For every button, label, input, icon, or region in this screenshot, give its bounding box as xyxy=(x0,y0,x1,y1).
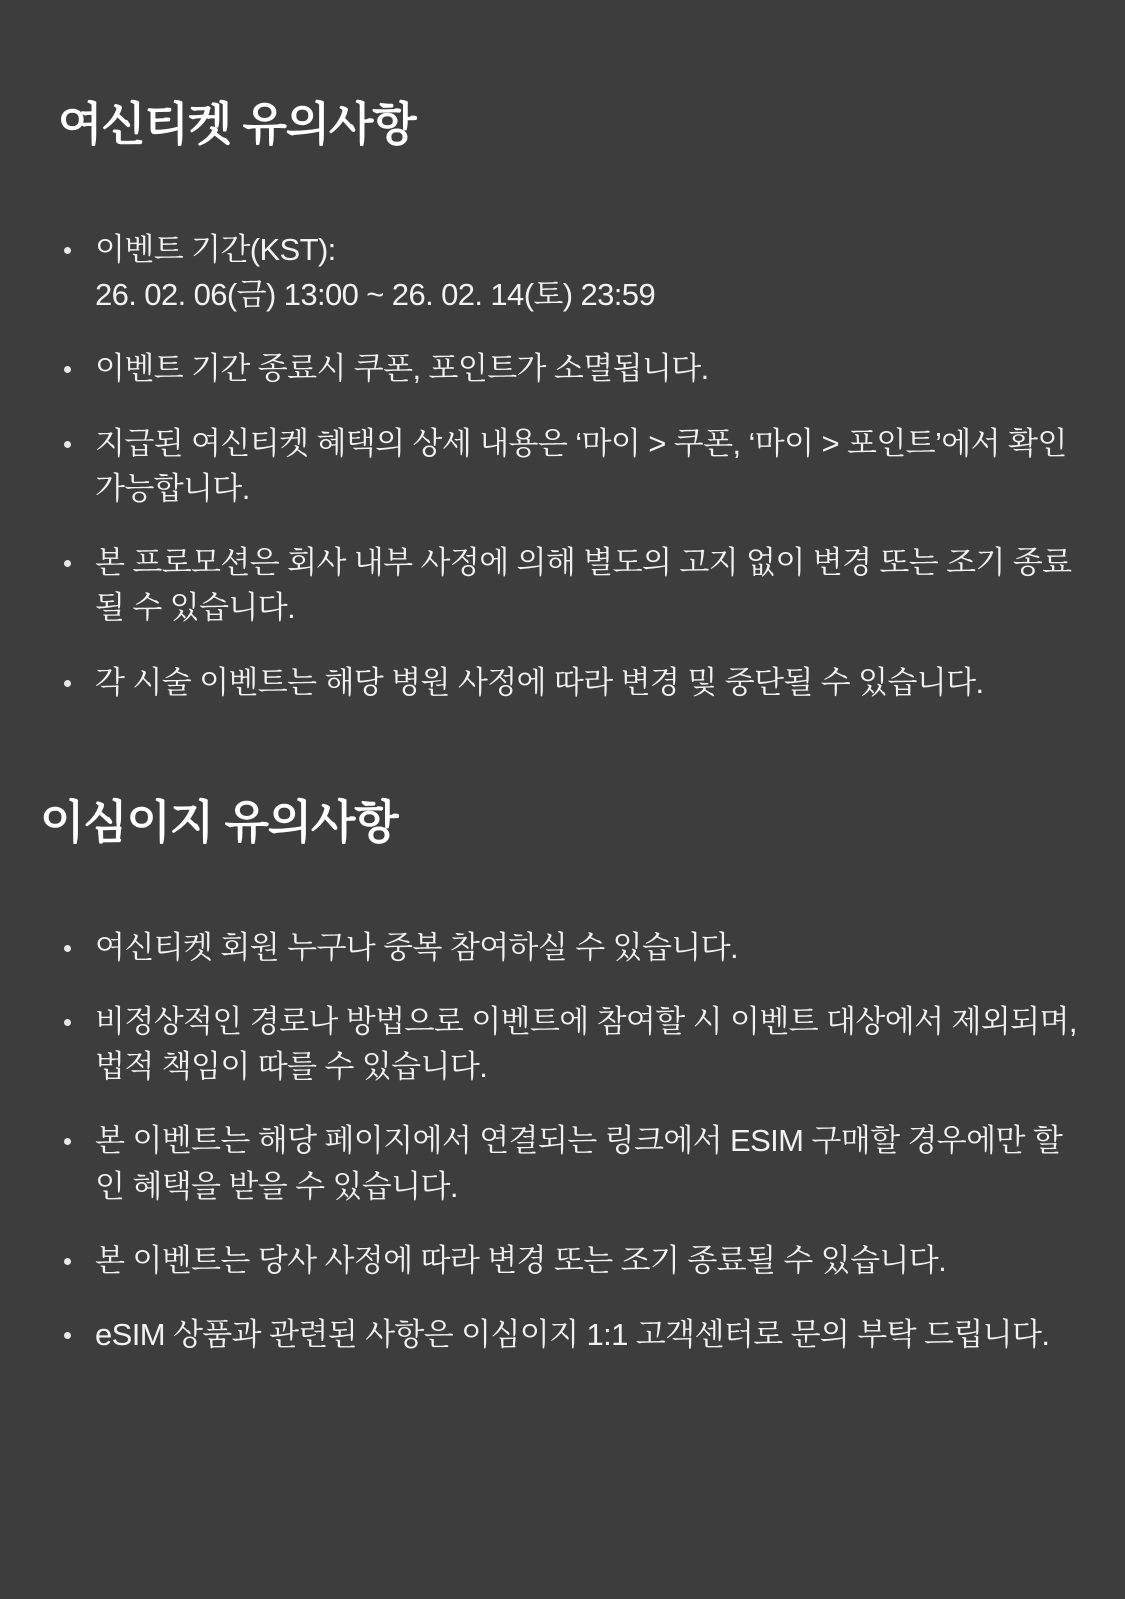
list-item: 이벤트 기간(KST): 26. 02. 06(금) 13:00 ~ 26. 02. 14(토) 23:59 xyxy=(40,227,1085,318)
page-title: 여신티켓 유의사항 xyxy=(58,98,416,150)
section-esimeasy-notice xyxy=(40,793,1085,1358)
list-item: 본 이벤트는 당사 사정에 따라 변경 또는 조기 종료될 수 있습니다. xyxy=(40,1238,1085,1283)
bottom-spacer xyxy=(40,1386,1085,1496)
list-item: 비정상적인 경로나 방법으로 이벤트에 참여할 시 이벤트 대상에서 제외되며, 법적 책임이 따를 수 있습니다. xyxy=(40,999,1085,1090)
notice-list-esimeasy xyxy=(40,925,1085,1358)
list-item: 여신티켓 회원 누구나 중복 참여하실 수 있습니다. xyxy=(40,925,1085,970)
list-item: 각 시술 이벤트는 해당 병원 사정에 따라 변경 및 중단될 수 있습니다. xyxy=(40,660,1085,705)
list-item: 본 프로모션은 회사 내부 사정에 의해 별도의 고지 없이 변경 또는 조기 종료될 수 있습니다. xyxy=(40,540,1085,631)
list-item: 지급된 여신티켓 혜택의 상세 내용은 ‘마이 > 쿠폰, ‘마이 > 포인트’에서 확인 가능합니다. xyxy=(40,421,1085,512)
list-item: eSIM 상품과 관련된 사항은 이심이지 1:1 고객센터로 문의 부탁 드립니다. xyxy=(40,1312,1085,1357)
section-title-esimeasy: 이심이지 유의사항 xyxy=(40,795,398,848)
notice-list-yeoshin-ticket xyxy=(40,227,1085,705)
section-yeoshin-ticket-notice xyxy=(40,95,1085,705)
list-item: 본 이벤트는 해당 페이지에서 연결되는 링크에서 ESIM 구매할 경우에만 할인 혜택을 받을 수 있습니다. xyxy=(40,1118,1085,1209)
list-item: 이벤트 기간 종료시 쿠폰, 포인트가 소멸됩니다. xyxy=(40,346,1085,391)
